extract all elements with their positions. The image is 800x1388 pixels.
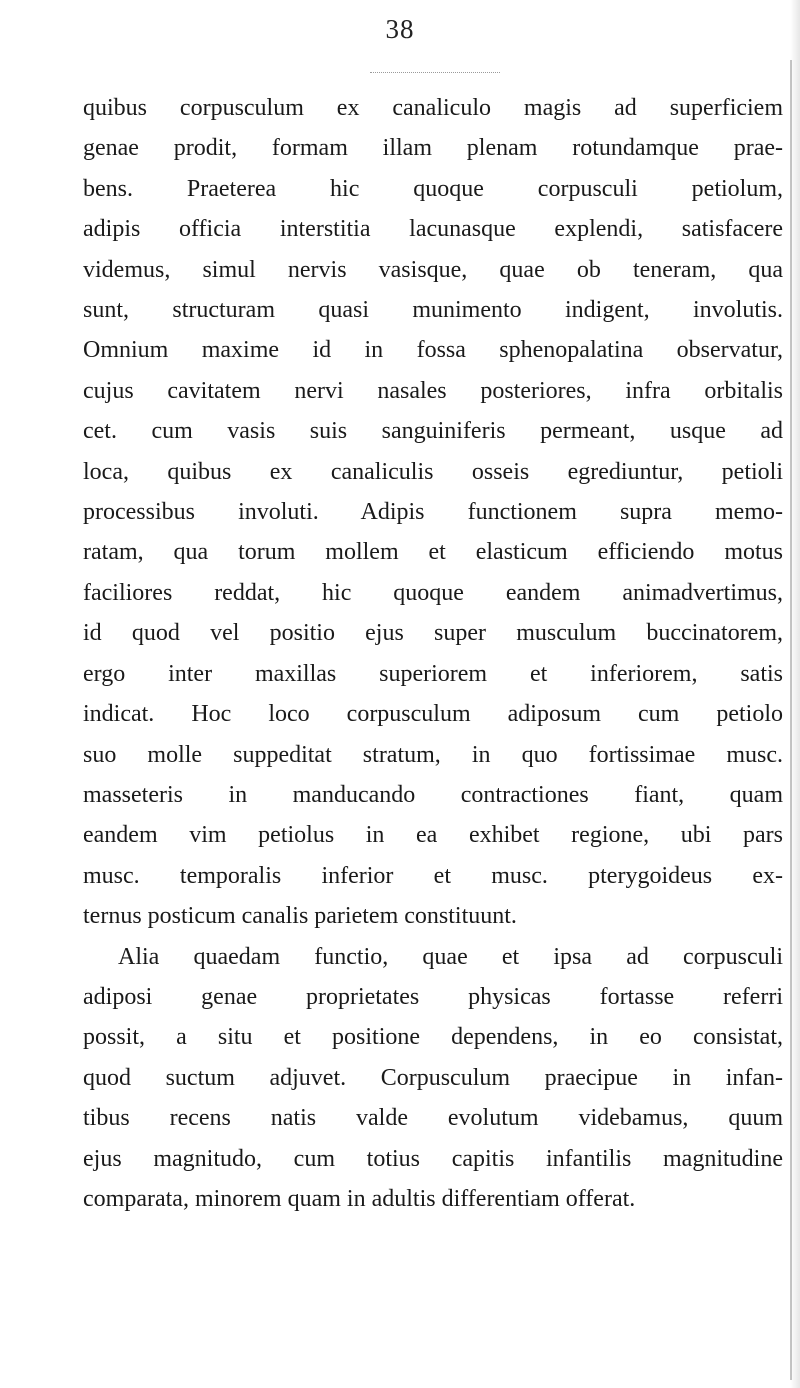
- text-line: ratam, qua torum mollem et elasticum efficiendo motus: [83, 539, 783, 566]
- text-line: adiposi genae proprietates physicas fortasse referri: [83, 983, 783, 1010]
- text-line: adipis officia interstitia lacunasque explendi, satisfacere: [83, 216, 783, 243]
- text-line: loca, quibus ex canaliculis osseis egrediuntur, petioli: [83, 458, 783, 485]
- page-number: 38: [385, 14, 415, 44]
- text-line: ergo inter maxillas superiorem et inferiorem, satis: [83, 660, 783, 687]
- text-line: eandem vim petiolus in ea exhibet regione, ubi pars: [83, 822, 783, 849]
- text-line: bens. Praeterea hic quoque corpusculi petiolum,: [83, 175, 783, 202]
- text-line: Alia quaedam functio, quae et ipsa ad corpusculi: [118, 943, 783, 970]
- text-line: suo molle suppeditat stratum, in quo fortissimae musc.: [83, 741, 783, 768]
- paragraph-2: [83, 937, 783, 1220]
- text-line: ejus magnitudo, cum totius capitis infantilis magnitudine: [83, 1145, 783, 1172]
- body-text: [83, 88, 783, 1219]
- text-line: musc. temporalis inferior et musc. pterygoideus ex-: [83, 862, 783, 889]
- text-line: id quod vel positio ejus super musculum buccinatorem,: [83, 620, 783, 647]
- text-line: cujus cavitatem nervi nasales posteriores, infra orbitalis: [83, 377, 783, 404]
- text-line: possit, a situ et positione dependens, in eo consistat,: [83, 1024, 783, 1051]
- text-line: genae prodit, formam illam plenam rotundamque prae-: [83, 135, 783, 162]
- text-line: tibus recens natis valde evolutum videbamus, quum: [83, 1105, 783, 1132]
- paragraph-1: [83, 88, 783, 937]
- text-line: quod suctum adjuvet. Corpusculum praecipue in infan-: [83, 1064, 783, 1091]
- text-line: masseteris in manducando contractiones fiant, quam: [83, 781, 783, 808]
- text-line: indicat. Hoc loco corpusculum adiposum cum petiolo: [83, 701, 783, 728]
- text-line: videmus, simul nervis vasisque, quae ob teneram, qua: [83, 256, 783, 283]
- text-line: comparata, minorem quam in adultis differentiam offerat.: [83, 1185, 636, 1212]
- text-line: quibus corpusculum ex canaliculo magis ad superficiem: [83, 95, 783, 121]
- text-line: Omnium maxime id in fossa sphenopalatina observatur,: [83, 337, 783, 364]
- text-line: faciliores reddat, hic quoque eandem animadvertimus,: [83, 579, 783, 606]
- page-edge-line: [790, 60, 792, 1380]
- text-line: cet. cum vasis suis sanguiniferis permeant, usque ad: [83, 418, 783, 445]
- text-line: sunt, structuram quasi munimento indigent, involutis.: [83, 297, 783, 324]
- header-rule: [370, 72, 500, 73]
- text-line: ternus posticum canalis parietem constituunt.: [83, 903, 517, 930]
- text-line: processibus involuti. Adipis functionem supra memo-: [83, 499, 783, 526]
